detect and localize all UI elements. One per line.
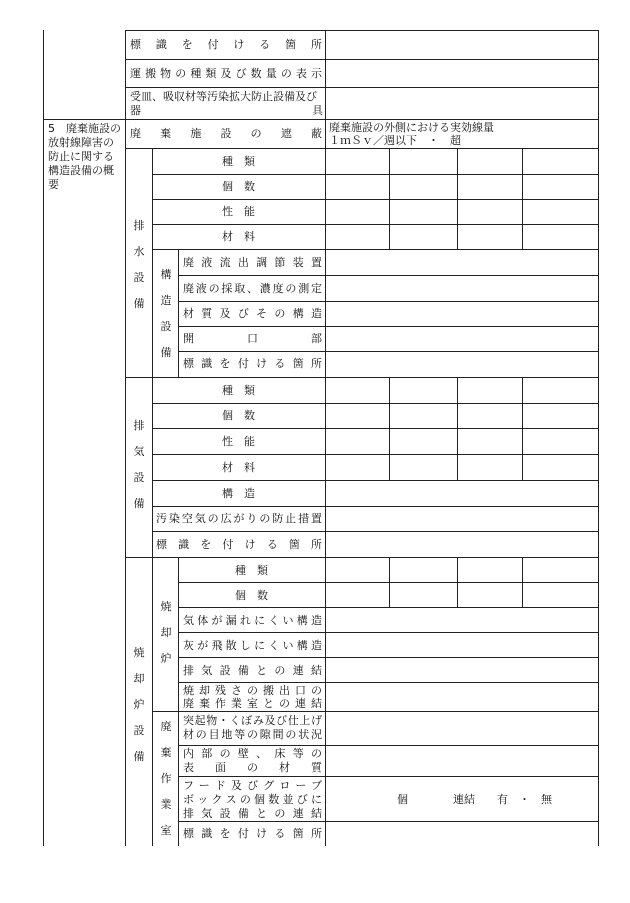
workroom-label: 廃棄作業室	[160, 720, 172, 837]
exhaust-kind-label: 種 類	[222, 384, 255, 397]
workroom-hood-line2: ボックスの個数並びに	[183, 793, 322, 806]
exhaust-structure-label: 構 造	[222, 487, 255, 500]
drip-tray-label-line2-right: 具	[312, 104, 323, 117]
incinerator-title: 焼却炉設備	[133, 646, 145, 763]
exhaust-count-label: 個 数	[222, 409, 255, 422]
workroom-walls-line2: 表面の材質	[183, 761, 322, 774]
workroom-hood-line1: フード及びグローブ	[183, 779, 322, 792]
section-5-title: 5 廃棄施設の放射線障害の防止に関する構造設備の概要	[48, 122, 121, 191]
workroom-walls-line1: 内部の壁、床等の	[183, 747, 322, 760]
incinerator-gas-tight-label: 気体が漏れにくい構造	[183, 614, 322, 627]
hood-count-unit: 個	[397, 793, 408, 806]
sign-place-label: 標識を付ける箇所	[130, 38, 322, 51]
drainage-kind-label: 種 類	[222, 155, 255, 168]
incinerator-exhaust-link-label: 排気設備との連結	[183, 664, 322, 677]
workroom-hood-line3: 排気設備との連結	[183, 807, 322, 820]
transport-display-label: 運搬物の種類及び数量の表示	[130, 67, 322, 80]
drip-tray-label-line2-left: 器	[130, 104, 141, 117]
exhaust-material-label: 材 料	[222, 461, 255, 474]
incinerator-count-label: 個 数	[235, 589, 268, 602]
dose-label-line1: 廃棄施設の外側における実効線量	[329, 121, 494, 134]
incinerator-residue-line2: 廃棄作業室との連結	[183, 697, 322, 710]
drainage-flow-control-label: 廃液流出調節装置	[183, 256, 322, 269]
exhaust-performance-label: 性 能	[222, 435, 255, 448]
drainage-sign-place-label: 標識を付ける箇所	[183, 357, 322, 370]
hood-link-choice: 連結 有 ・ 無	[453, 793, 552, 806]
dose-label-line2: １ｍＳｖ／週以下 ・ 超	[329, 134, 461, 147]
drainage-opening-label: 開口部	[183, 332, 322, 345]
workroom-sign-place-label: 標識を付ける箇所	[183, 827, 322, 840]
drip-tray-label-line1: 受皿、吸収材等汚染拡大防止設備及び	[130, 90, 317, 103]
incinerator-kind-label: 種 類	[235, 564, 268, 577]
workroom-joints-line1: 突起物・くぼみ及び仕上げ	[183, 714, 322, 727]
drainage-structure-label: 構造設備	[160, 268, 172, 359]
drainage-material-structure-label: 材質及びその構造	[183, 307, 322, 320]
exhaust-prevention-label: 汚染空気の広がりの防止措置	[156, 512, 322, 525]
incinerator-furnace-label: 焼却炉	[160, 600, 172, 665]
workroom-joints-line2: 材の目地等の隙間の状況	[183, 728, 322, 741]
drainage-title: 排水設備	[133, 219, 145, 310]
drainage-performance-label: 性 能	[222, 205, 255, 218]
exhaust-sign-place-label: 標識を付ける箇所	[156, 538, 322, 551]
exhaust-title: 排気設備	[133, 419, 145, 510]
incinerator-ash-label: 灰が飛散しにくい構造	[183, 639, 322, 652]
drainage-sampling-label: 廃液の採取、濃度の測定	[183, 282, 322, 295]
waste-shielding-label: 廃棄施設の遮蔽	[130, 127, 322, 140]
incinerator-residue-line1: 焼却残さの搬出口の	[183, 684, 322, 697]
drainage-material-label: 材 料	[222, 230, 255, 243]
drainage-count-label: 個 数	[222, 180, 255, 193]
